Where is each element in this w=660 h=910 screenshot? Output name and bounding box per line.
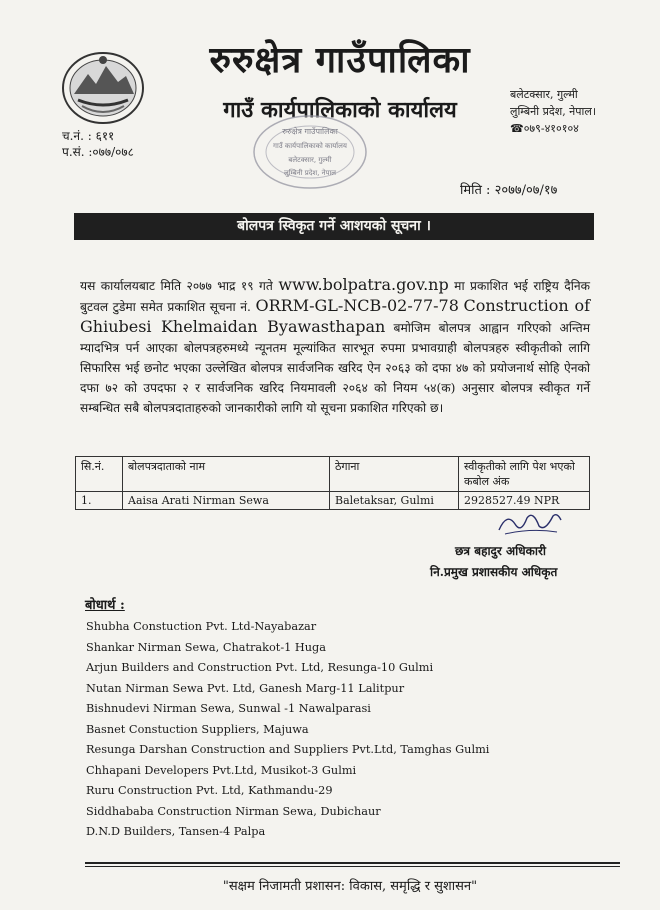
- bids-table: [75, 456, 590, 510]
- body-text: बमोजिम बोलपत्र आह्वान गरिएको अन्तिम म्यादभित्र पर्न आएका बोलपत्रहरुमध्ये न्यूनतम मूल्यांकित सारभूत रुपमा प्रभावग्राही बोलपत्रहरु स्वीकृतीको लागि सिफारिस भई छनोट भएका उल्लेखित बोलपत्र सार्वजनिक खरिद ऐन २०६३ को दफा ४७ को प्रयोजनार्थ सोहि ऐनको दफा ७२ को उपदफा २ र सार्वजनिक खरिद नियमावली २०६४ को नियम ५४(क) अनुसार बोलपत्र स्वीकृत गर्ने सम्बन्धित सबै बोलपत्रदाताहरुको जानकारीको लागि यो सूचना प्रकाशित गरिएको छ।: [80, 321, 590, 415]
- body-text: यस कार्यालयबाट मिति २०७७ भाद्र १९ गते: [80, 279, 279, 293]
- list-item: Nutan Nirman Sewa Pvt. Ltd, Ganesh Marg-11 Lalitpur: [86, 681, 405, 695]
- notice-banner: बोलपत्र स्विकृत गर्ने आशयको सूचना ।: [74, 213, 594, 240]
- footer-divider: [85, 866, 620, 867]
- seal-text: रुरुक्षेत्र गाउँपालिका: [282, 127, 338, 136]
- cell-serial: 1.: [76, 492, 123, 510]
- list-item: Shubha Constuction Pvt. Ltd-Nayabazar: [86, 620, 317, 633]
- body-text: मा प्रकाशित भई राष्ट्रिय दैनिक बुटवल टुडेमा समेत प्रकाशित सूचना नं.: [80, 279, 590, 314]
- reference-numbers: [62, 128, 134, 160]
- dispatch-number: च.नं. : ६११: [62, 129, 115, 143]
- notice-number: ORRM-GL-NCB-02-77-78: [255, 296, 459, 315]
- phone-line: ☎०७९-४१०१०४: [510, 122, 579, 135]
- recipients-list: [86, 617, 489, 843]
- notice-body: [80, 275, 590, 418]
- recipients-heading: बोधार्थ :: [85, 598, 125, 613]
- header-serial: सि.नं.: [76, 457, 123, 492]
- signer-title: नि.प्रमुख प्रशासकीय अधिकृत: [430, 565, 558, 579]
- list-item: Bishnudevi Nirman Sewa, Sunwal -1 Nawalparasi: [86, 702, 371, 715]
- header-bidder: बोलपत्रदाताको नाम: [123, 457, 330, 492]
- list-item: D.N.D Builders, Tansen-4 Palpa: [86, 825, 266, 838]
- list-item: Siddhababa Construction Nirman Sewa, Dubichaur: [86, 804, 381, 818]
- list-item: Resunga Darshan Construction and Suppliers Pvt.Ltd, Tamghas Gulmi: [86, 743, 490, 756]
- address-line: लुम्बिनी प्रदेश, नेपाल।: [510, 105, 597, 118]
- office-address: [510, 86, 596, 137]
- list-item: Ruru Construction Pvt. Ltd, Kathmandu-29: [86, 784, 333, 797]
- office-subtitle: गाउँ कार्यपालिकाको कार्यालय: [223, 97, 457, 123]
- nepal-emblem-icon: [60, 48, 146, 126]
- office-seal-stamp: [250, 112, 370, 192]
- cell-amount: 2928527.49 NPR: [459, 492, 590, 510]
- footer-divider: [85, 862, 620, 864]
- address-line: बलेटक्सार, गुल्मी: [510, 88, 578, 101]
- cell-address: Baletaksar, Gulmi: [330, 492, 459, 510]
- list-item: Basnet Constuction Suppliers, Majuwa: [86, 722, 309, 736]
- notice-date: मिति : २०७७/०७/१७: [460, 183, 558, 198]
- list-item: Arjun Builders and Construction Pvt. Ltd, Resunga-10 Gulmi: [86, 661, 434, 674]
- table-header-row: [76, 457, 590, 492]
- footer-motto: "सक्षम निजामती प्रशासन: विकास, समृद्धि र सुशासन": [222, 879, 478, 894]
- signer-name: छत्र बहादुर अधिकारी: [455, 544, 547, 558]
- office-title: रुरुक्षेत्र गाउँपालिका: [209, 39, 471, 81]
- project-name: Construction of Ghiubesi Khelmaidan Byawasthapan: [80, 296, 590, 336]
- header-amount: स्वीकृतीको लागि पेश भएको कबोल अंक: [459, 457, 590, 492]
- signature-mark: [495, 508, 565, 538]
- table-row: [76, 492, 590, 510]
- seal-text: लुम्बिनी प्रदेश, नेपाल: [283, 169, 337, 177]
- seal-text: गाउँ कार्यपालिकाको कार्यालय: [273, 142, 347, 150]
- header-address: ठेगाना: [330, 457, 459, 492]
- cell-bidder: Aaisa Arati Nirman Sewa: [123, 492, 330, 510]
- website-link[interactable]: www.bolpatra.gov.np: [278, 275, 449, 294]
- seal-text: बलेटक्सार, गुल्मी: [288, 156, 332, 164]
- list-item: Chhapani Developers Pvt.Ltd, Musikot-3 Gulmi: [86, 763, 357, 777]
- fiscal-year: प.सं. :०७७/०७८: [62, 145, 134, 159]
- list-item: Shankar Nirman Sewa, Chatrakot-1 Huga: [86, 640, 327, 654]
